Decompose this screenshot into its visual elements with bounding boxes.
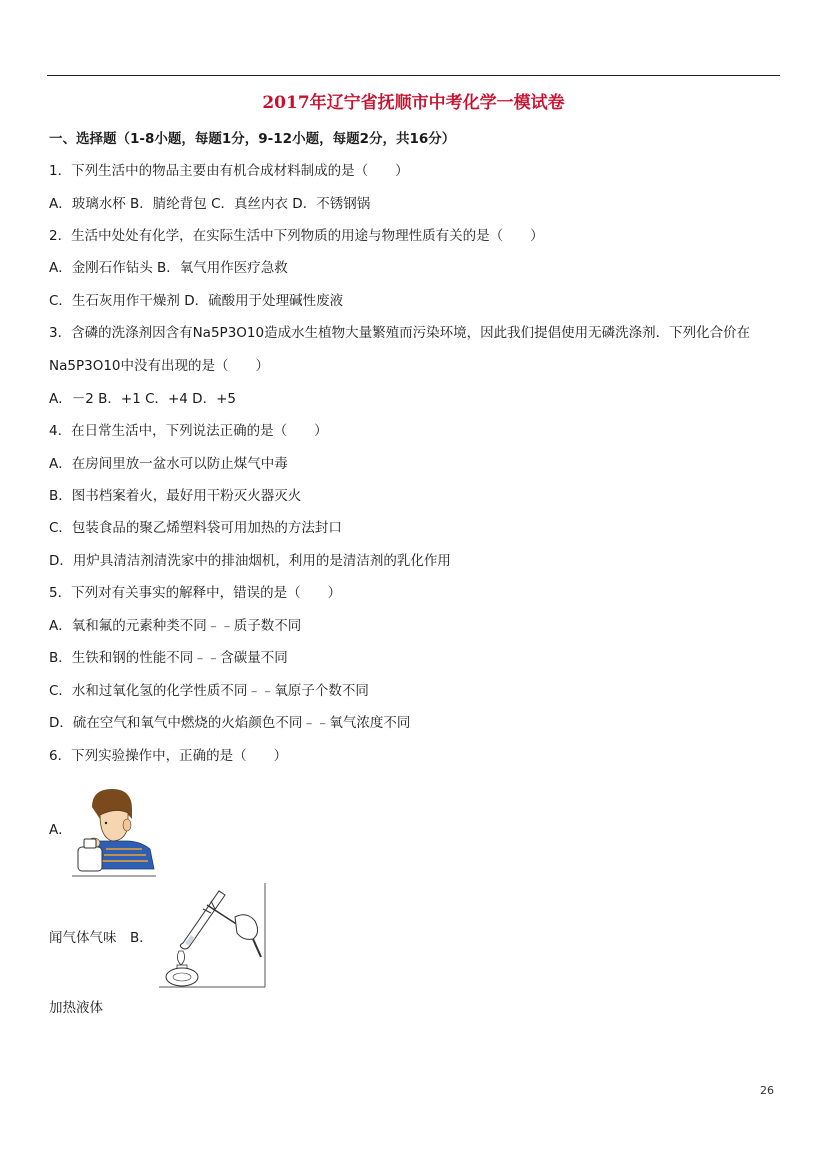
question-2-options-cd: C．生石灰用作干燥剂 D．硫酸用于处理碱性废液 [49, 293, 344, 309]
option-a-label: A． [49, 822, 72, 838]
heat-liquid-illustration [157, 881, 267, 988]
page-title: 2017年辽宁省抚顺市中考化学一模试卷 [262, 93, 565, 113]
question-3-cont: Na5P3O10中没有出现的是（ ） [49, 358, 269, 374]
question-4-option-b: B．图书档案着火，最好用干粉灭火器灭火 [49, 488, 302, 504]
question-2-options-ab: A．金刚石作钻头 B．氧气用作医疗急救 [49, 260, 288, 276]
question-1: 1．下列生活中的物品主要由有机合成材料制成的是（ ） [49, 163, 409, 179]
question-6: 6．下列实验操作中，正确的是（ ） [49, 748, 288, 764]
smell-gas-illustration [70, 785, 156, 879]
question-4: 4．在日常生活中，下列说法正确的是（ ） [49, 423, 328, 439]
question-1-options: A．玻璃水杯 B．腈纶背包 C．真丝内衣 D．不锈钢锅 [49, 196, 371, 212]
question-5: 5．下列对有关事实的解释中，错误的是（ ） [49, 585, 342, 601]
question-2: 2．生活中处处有化学，在实际生活中下列物质的用途与物理性质有关的是（ ） [49, 228, 544, 244]
question-5-option-c: C．水和过氧化氢的化学性质不同﹣﹣氧原子个数不同 [49, 683, 369, 699]
caption-smell-gas: 闻气体气味 B． [49, 930, 153, 946]
section-heading: 一、选择题（1-8小题，每题1分，9-12小题，每题2分，共16分） [49, 131, 456, 147]
question-3: 3．含磷的洗涤剂因含有Na5P3O10造成水生植物大量繁殖而污染环境，因此我们提倡使用无磷洗涤剂．下列化合价在 [49, 325, 751, 341]
caption-heat-liquid: 加热液体 [49, 1000, 103, 1016]
question-4-option-a: A．在房间里放一盆水可以防止煤气中毒 [49, 456, 288, 472]
question-4-option-d: D．用炉具清洁剂清洗家中的排油烟机，利用的是清洁剂的乳化作用 [49, 553, 451, 569]
question-5-option-b: B．生铁和钢的性能不同﹣﹣含碳量不同 [49, 650, 288, 666]
question-4-option-c: C．包装食品的聚乙烯塑料袋可用加热的方法封口 [49, 520, 342, 536]
top-rule [47, 75, 780, 76]
page-number: 26 [760, 1084, 774, 1097]
question-5-option-a: A．氧和氟的元素种类不同﹣﹣质子数不同 [49, 618, 302, 634]
question-5-option-d: D．硫在空气和氧气中燃烧的火焰颜色不同﹣﹣氧气浓度不同 [49, 715, 411, 731]
question-3-options: A．－2 B．+1 C．+4 D．+5 [49, 391, 236, 407]
